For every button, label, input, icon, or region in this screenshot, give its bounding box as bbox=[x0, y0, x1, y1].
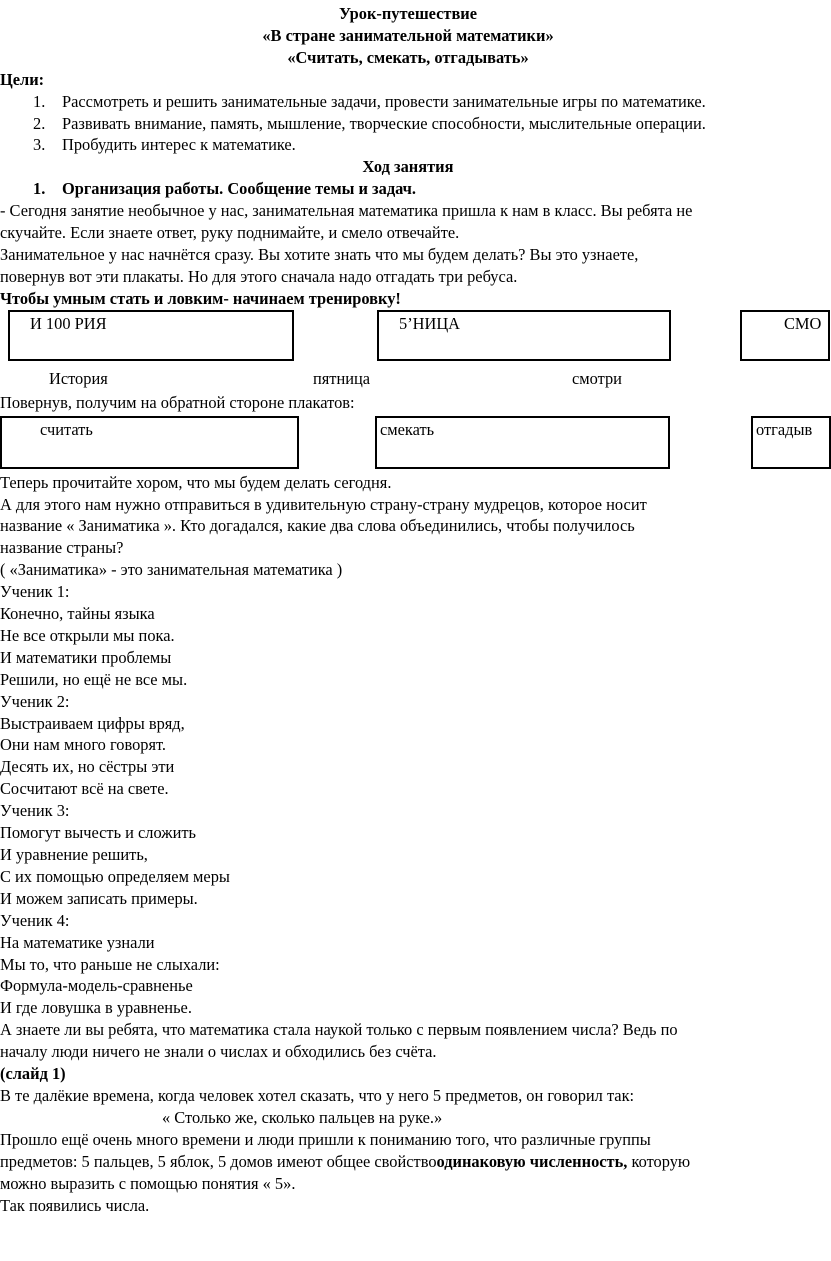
document-page bbox=[0, 3, 822, 1216]
poem-line: И где ловушка в уравненье. bbox=[0, 998, 192, 1018]
poem-line: И уравнение решить, bbox=[0, 845, 148, 864]
intro-line: скучайте. Если знаете ответ, руку поднимайте, и смело отвечайте. bbox=[0, 223, 460, 243]
lesson-title: Урок-путешествие bbox=[338, 4, 478, 23]
poem-line: И математики проблемы bbox=[0, 647, 172, 667]
step-number: 1. bbox=[33, 179, 46, 199]
ending-line: началу люди ничего не знали о числах и обходились без счёта. bbox=[0, 1042, 437, 1062]
poem-line: С их помощью определяем меры bbox=[0, 866, 230, 886]
poem-line: На математике узнали bbox=[0, 932, 155, 952]
ending-line: В те далёкие времена, когда человек хотел сказать, что у него 5 предметов, он говорил так: bbox=[0, 1085, 635, 1105]
goal-text: Рассмотреть и решить занимательные задачи, провести занимательные игры по математике. bbox=[62, 91, 706, 111]
slide-marker: (слайд 1) bbox=[0, 1064, 66, 1084]
back-box bbox=[751, 416, 831, 469]
poem-block bbox=[0, 910, 816, 1020]
goal-item bbox=[0, 113, 762, 135]
goal-text: Развивать внимание, память, мышление, творческие способности, мыслительные операции. bbox=[62, 113, 706, 133]
poem-line: Выстраиваем цифры вряд, bbox=[0, 713, 185, 733]
back-box bbox=[0, 416, 299, 469]
rebus-box bbox=[377, 310, 671, 361]
goals-list bbox=[0, 91, 816, 157]
intro-line: - Сегодня занятие необычное у нас, занимательная математика пришла к нам в класс. Вы ребята не bbox=[0, 201, 693, 221]
quote-line: « Столько же, сколько пальцев на руке.» bbox=[162, 1107, 443, 1127]
rebus-answers bbox=[0, 368, 816, 392]
goal-item bbox=[0, 91, 762, 113]
poem-line: Решили, но ещё не все мы. bbox=[0, 669, 188, 689]
training-motto: Чтобы умным стать и ловким- начинаем тренировку! bbox=[0, 288, 401, 308]
intro-line: Занимательное у нас начнётся сразу. Вы хотите знать что мы будем делать? Вы это узнаете, bbox=[0, 244, 639, 264]
ending-line: А знаете ли вы ребята, что математика стала наукой только с первым появлением числа? Ведь по bbox=[0, 1020, 678, 1040]
goal-number: 1. bbox=[33, 91, 46, 111]
rebus-answer: История bbox=[49, 368, 108, 388]
course-step bbox=[0, 178, 762, 200]
back-text: смекать bbox=[380, 419, 435, 439]
back-box bbox=[375, 416, 670, 469]
rebus-text: СМО bbox=[784, 313, 822, 333]
back-row bbox=[0, 414, 816, 472]
body-line: ( «Заниматика» - это занимательная математика ) bbox=[0, 560, 343, 580]
ending-line: Так появились числа. bbox=[0, 1195, 150, 1215]
body-line: название « Заниматика ». Кто догадался, какие два слова объединились, чтобы получилось bbox=[0, 516, 635, 536]
rebus-answer: пятница bbox=[313, 368, 371, 388]
body-line: название страны? bbox=[0, 538, 124, 558]
lesson-subtitle: «В стране занимательной математики» bbox=[262, 25, 554, 45]
poem-line: Конечно, тайны языка bbox=[0, 604, 155, 624]
rebus-box bbox=[740, 310, 830, 361]
goal-text: Пробудить интерес к математике. bbox=[62, 135, 296, 155]
poem-line: Не все открыли мы пока. bbox=[0, 625, 175, 645]
poem-line: Помогут вычесть и сложить bbox=[0, 823, 196, 843]
goal-number: 2. bbox=[33, 113, 46, 133]
rebus-text: И 100 РИЯ bbox=[30, 313, 107, 333]
rebus-box bbox=[8, 310, 294, 361]
back-text: считать bbox=[40, 419, 93, 439]
rebus-row bbox=[0, 310, 822, 368]
lesson-motto: «Считать, смекать, отгадывать» bbox=[287, 47, 529, 67]
rebus-text: 5’НИЦА bbox=[399, 313, 461, 333]
poem-line: Они нам много говорят. bbox=[0, 735, 167, 755]
poem-line: Формула-модель-сравненье bbox=[0, 976, 193, 996]
goal-number: 3. bbox=[33, 135, 46, 155]
body-line: А для этого нам нужно отправиться в удивительную страну-страну мудрецов, которое носит bbox=[0, 494, 647, 514]
goals-heading: Цели: bbox=[0, 69, 45, 89]
poem-block bbox=[0, 800, 816, 910]
rebus-answer: смотри bbox=[572, 368, 622, 388]
poem-block bbox=[0, 691, 816, 801]
intro-line: повернув вот эти плакаты. Но для этого сначала надо отгадать три ребуса. bbox=[0, 266, 518, 286]
poem-line: Сосчитают всё на свете. bbox=[0, 779, 169, 799]
poem-line: Десять их, но сёстры эти bbox=[0, 757, 175, 777]
course-heading: Ход занятия bbox=[362, 157, 454, 177]
student-label: Ученик 4: bbox=[0, 910, 70, 930]
ending-text: которую bbox=[627, 1151, 691, 1171]
ending-line: можно выразить с помощью понятия « 5». bbox=[0, 1173, 296, 1193]
poem-line: И можем записать примеры. bbox=[0, 888, 198, 908]
step-text: Организация работы. Сообщение темы и задач. bbox=[62, 179, 417, 199]
emphasis-text: одинаковую численность, bbox=[436, 1151, 628, 1171]
back-text: отгадыв bbox=[756, 419, 813, 439]
ending-text: предметов: 5 пальцев, 5 яблок, 5 домов имеют общее свойство bbox=[0, 1151, 437, 1171]
student-label: Ученик 3: bbox=[0, 801, 70, 821]
student-label: Ученик 2: bbox=[0, 691, 70, 711]
goal-item bbox=[0, 134, 762, 156]
ending-line: Прошло ещё очень много времени и люди пришли к пониманию того, что различные группы bbox=[0, 1129, 651, 1149]
ending-line bbox=[0, 1151, 816, 1173]
poem-line: Мы то, что раньше не слыхали: bbox=[0, 954, 220, 974]
body-line: Теперь прочитайте хором, что мы будем делать сегодня. bbox=[0, 472, 392, 492]
back-caption: Повернув, получим на обратной стороне плакатов: bbox=[0, 392, 355, 412]
poem-block bbox=[0, 581, 816, 691]
student-label: Ученик 1: bbox=[0, 582, 70, 602]
